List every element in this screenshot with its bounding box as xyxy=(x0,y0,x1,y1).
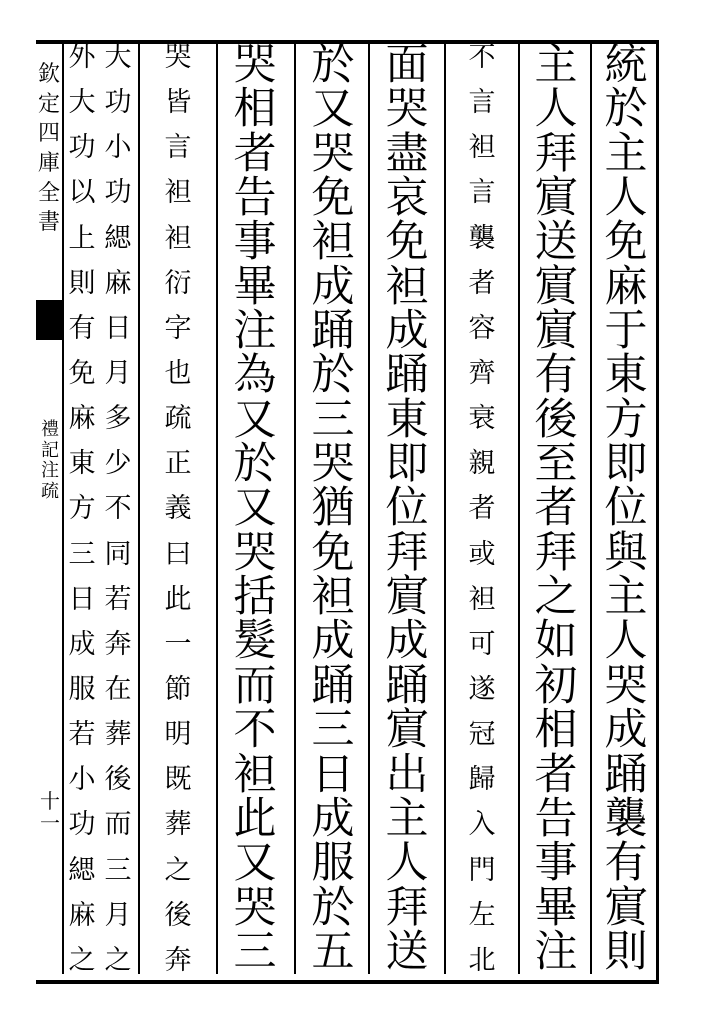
glyph: 成 xyxy=(385,616,429,667)
text-column-7 xyxy=(148,44,208,974)
glyph: 十 xyxy=(40,789,60,813)
page-number xyxy=(38,790,62,834)
glyph: 有 xyxy=(604,838,648,889)
glyph: 也 xyxy=(164,357,192,389)
glyph: 人 xyxy=(534,84,578,135)
glyph: 賔 xyxy=(534,261,578,312)
glyph: 麻 xyxy=(604,261,648,312)
glyph: 衍 xyxy=(164,267,192,299)
glyph: 門 xyxy=(468,854,496,886)
glyph: 之 xyxy=(534,572,578,623)
glyph: 踊 xyxy=(385,350,429,401)
text-column-9 xyxy=(64,44,100,974)
glyph: 字 xyxy=(164,312,192,344)
glyph: 定 xyxy=(37,91,60,117)
column-rule xyxy=(444,44,446,974)
glyph: 麻 xyxy=(68,403,96,435)
glyph: 成 xyxy=(311,793,355,844)
glyph: 此 xyxy=(164,583,192,615)
glyph: 服 xyxy=(311,838,355,889)
glyph: 日 xyxy=(68,583,96,615)
glyph: 上 xyxy=(68,222,96,254)
glyph: 拜 xyxy=(534,527,578,578)
text-column-6 xyxy=(226,40,284,977)
glyph: 一 xyxy=(164,628,192,660)
margin-header-text xyxy=(36,60,62,238)
column-rule xyxy=(216,44,218,974)
glyph: 之 xyxy=(104,944,132,976)
glyph: 拜 xyxy=(534,128,578,179)
glyph: 皆 xyxy=(164,87,192,119)
glyph: 免 xyxy=(385,217,429,268)
glyph: 者 xyxy=(534,483,578,534)
glyph: 哭 xyxy=(311,439,355,490)
glyph: 之 xyxy=(68,944,96,976)
glyph: 者 xyxy=(534,749,578,800)
glyph: 於 xyxy=(311,40,355,90)
glyph: 日 xyxy=(311,749,355,800)
glyph: 疏 xyxy=(41,481,59,503)
glyph: 親 xyxy=(468,448,496,480)
glyph: 曰 xyxy=(164,538,192,570)
glyph: 出 xyxy=(385,749,429,800)
glyph: 北 xyxy=(468,944,496,976)
glyph: 或 xyxy=(468,538,496,570)
glyph: 哭 xyxy=(164,42,192,73)
glyph: 免 xyxy=(311,173,355,224)
glyph: 主 xyxy=(385,793,429,844)
glyph: 後 xyxy=(104,764,132,796)
glyph: 哭 xyxy=(385,84,429,135)
glyph: 至 xyxy=(534,439,578,490)
glyph: 大 xyxy=(68,87,96,119)
glyph: 日 xyxy=(104,312,132,344)
glyph: 畢 xyxy=(534,882,578,933)
glyph: 成 xyxy=(311,261,355,312)
glyph: 方 xyxy=(68,493,96,525)
glyph: 又 xyxy=(233,838,277,889)
glyph: 三 xyxy=(104,854,132,886)
glyph: 袒 xyxy=(311,572,355,623)
glyph: 又 xyxy=(233,483,277,534)
glyph: 言 xyxy=(468,177,496,209)
glyph: 哭 xyxy=(311,128,355,179)
glyph: 賔 xyxy=(534,306,578,357)
text-column-1 xyxy=(600,40,652,977)
text-column-4 xyxy=(378,40,436,977)
glyph: 哭 xyxy=(233,882,277,933)
glyph: 拜 xyxy=(385,882,429,933)
glyph: 記 xyxy=(41,439,59,461)
glyph: 後 xyxy=(164,899,192,931)
glyph: 若 xyxy=(68,719,96,751)
glyph: 襲 xyxy=(604,793,648,844)
glyph: 免 xyxy=(311,527,355,578)
glyph: 功 xyxy=(104,87,132,119)
glyph: 有 xyxy=(68,312,96,344)
glyph: 哭 xyxy=(233,40,277,90)
glyph: 齊 xyxy=(468,357,496,389)
glyph: 袒 xyxy=(468,583,496,615)
glyph: 與 xyxy=(604,527,648,578)
glyph: 一 xyxy=(40,811,60,835)
glyph: 東 xyxy=(68,448,96,480)
glyph: 既 xyxy=(164,764,192,796)
glyph: 則 xyxy=(68,267,96,299)
glyph: 不 xyxy=(233,705,277,756)
glyph: 人 xyxy=(385,838,429,889)
glyph: 送 xyxy=(385,926,429,977)
glyph: 相 xyxy=(534,705,578,756)
glyph: 猶 xyxy=(311,483,355,534)
text-column-3 xyxy=(454,44,510,974)
glyph: 以 xyxy=(68,177,96,209)
glyph: 全 xyxy=(37,180,60,206)
glyph: 即 xyxy=(604,439,648,490)
glyph: 麻 xyxy=(104,267,132,299)
glyph: 三 xyxy=(311,394,355,445)
text-column-8 xyxy=(100,44,136,974)
glyph: 外 xyxy=(68,42,96,73)
glyph: 功 xyxy=(104,177,132,209)
glyph: 大 xyxy=(104,42,132,73)
glyph: 入 xyxy=(468,809,496,841)
glyph: 哭 xyxy=(604,660,648,711)
glyph: 賔 xyxy=(534,173,578,224)
glyph: 衰 xyxy=(468,403,496,435)
glyph: 者 xyxy=(468,493,496,525)
glyph: 奔 xyxy=(104,628,132,660)
glyph: 位 xyxy=(604,483,648,534)
glyph: 而 xyxy=(104,809,132,841)
glyph: 明 xyxy=(164,719,192,751)
glyph: 免 xyxy=(604,217,648,268)
glyph: 三 xyxy=(233,926,277,977)
glyph: 主 xyxy=(604,128,648,179)
glyph: 告 xyxy=(534,793,578,844)
glyph: 可 xyxy=(468,628,496,660)
glyph: 容 xyxy=(468,312,496,344)
glyph: 多 xyxy=(104,403,132,435)
glyph: 則 xyxy=(604,926,648,977)
glyph: 書 xyxy=(37,210,60,236)
text-column-5 xyxy=(304,40,362,977)
glyph: 奔 xyxy=(164,944,192,976)
glyph: 人 xyxy=(604,616,648,667)
glyph: 面 xyxy=(385,40,429,90)
glyph: 人 xyxy=(604,173,648,224)
glyph: 緦 xyxy=(104,222,132,254)
glyph: 後 xyxy=(534,394,578,445)
glyph: 成 xyxy=(311,616,355,667)
glyph: 禮 xyxy=(41,419,59,440)
glyph: 遂 xyxy=(468,673,496,705)
glyph: 小 xyxy=(68,764,96,796)
glyph: 成 xyxy=(604,705,648,756)
glyph: 三 xyxy=(68,538,96,570)
glyph: 於 xyxy=(311,350,355,401)
glyph: 主 xyxy=(534,40,578,90)
glyph: 于 xyxy=(604,306,648,357)
glyph: 畢 xyxy=(233,261,277,312)
glyph: 位 xyxy=(385,483,429,534)
glyph: 節 xyxy=(164,673,192,705)
glyph: 送 xyxy=(534,217,578,268)
glyph: 五 xyxy=(311,926,355,977)
glyph: 疏 xyxy=(164,403,192,435)
glyph: 於 xyxy=(311,882,355,933)
glyph: 小 xyxy=(104,132,132,164)
glyph: 不 xyxy=(104,493,132,525)
glyph: 襲 xyxy=(468,222,496,254)
glyph: 者 xyxy=(233,128,277,179)
glyph: 注 xyxy=(41,460,59,482)
glyph: 袒 xyxy=(164,222,192,254)
glyph: 於 xyxy=(233,439,277,490)
glyph: 統 xyxy=(604,40,648,90)
glyph: 東 xyxy=(604,350,648,401)
glyph: 哀 xyxy=(385,173,429,224)
glyph: 事 xyxy=(233,217,277,268)
glyph: 有 xyxy=(534,350,578,401)
glyph: 事 xyxy=(534,838,578,889)
glyph: 括 xyxy=(233,572,277,623)
glyph: 服 xyxy=(68,673,96,705)
glyph: 四 xyxy=(37,121,60,147)
glyph: 哭 xyxy=(233,527,277,578)
glyph: 賔 xyxy=(385,572,429,623)
glyph: 葬 xyxy=(104,719,132,751)
glyph: 月 xyxy=(104,899,132,931)
glyph: 庫 xyxy=(37,151,60,177)
glyph: 賔 xyxy=(604,882,648,933)
column-rule xyxy=(590,44,592,974)
glyph: 此 xyxy=(233,793,277,844)
glyph: 麻 xyxy=(68,899,96,931)
glyph: 同 xyxy=(104,538,132,570)
glyph: 成 xyxy=(68,628,96,660)
glyph: 踊 xyxy=(311,306,355,357)
glyph: 袒 xyxy=(233,749,277,800)
glyph: 冠 xyxy=(468,719,496,751)
glyph: 方 xyxy=(604,394,648,445)
glyph: 又 xyxy=(311,84,355,135)
glyph: 告 xyxy=(233,173,277,224)
glyph: 盡 xyxy=(385,128,429,179)
glyph: 三 xyxy=(311,705,355,756)
column-rule xyxy=(368,44,370,974)
glyph: 踊 xyxy=(385,660,429,711)
glyph: 之 xyxy=(164,854,192,886)
glyph: 賔 xyxy=(385,705,429,756)
glyph: 踊 xyxy=(604,749,648,800)
text-column-2 xyxy=(528,40,584,977)
glyph: 為 xyxy=(233,350,277,401)
glyph: 袒 xyxy=(468,132,496,164)
glyph: 注 xyxy=(534,926,578,977)
glyph: 欽 xyxy=(37,62,60,87)
glyph: 袒 xyxy=(311,217,355,268)
glyph: 功 xyxy=(68,132,96,164)
glyph: 注 xyxy=(233,306,277,357)
glyph: 言 xyxy=(468,87,496,119)
glyph: 即 xyxy=(385,439,429,490)
glyph: 東 xyxy=(385,394,429,445)
glyph: 正 xyxy=(164,448,192,480)
glyph: 義 xyxy=(164,493,192,525)
glyph: 不 xyxy=(468,42,496,73)
glyph: 緦 xyxy=(68,854,96,886)
glyph: 左 xyxy=(468,899,496,931)
glyph: 踊 xyxy=(311,660,355,711)
glyph: 於 xyxy=(604,84,648,135)
glyph: 髮 xyxy=(233,616,277,667)
glyph: 少 xyxy=(104,448,132,480)
glyph: 主 xyxy=(604,572,648,623)
glyph: 免 xyxy=(68,357,96,389)
glyph: 又 xyxy=(233,394,277,445)
book-title xyxy=(38,420,62,503)
column-rule xyxy=(138,44,140,974)
glyph: 相 xyxy=(233,84,277,135)
glyph: 成 xyxy=(385,306,429,357)
glyph: 如 xyxy=(534,616,578,667)
glyph: 月 xyxy=(104,357,132,389)
glyph: 在 xyxy=(104,673,132,705)
fishtail-mark xyxy=(36,300,62,340)
column-rule xyxy=(518,44,520,974)
glyph: 功 xyxy=(68,809,96,841)
glyph: 初 xyxy=(534,660,578,711)
glyph: 若 xyxy=(104,583,132,615)
glyph: 者 xyxy=(468,267,496,299)
glyph: 葬 xyxy=(164,809,192,841)
glyph: 袒 xyxy=(164,177,192,209)
glyph: 而 xyxy=(233,660,277,711)
glyph: 言 xyxy=(164,132,192,164)
glyph: 袒 xyxy=(385,261,429,312)
glyph: 歸 xyxy=(468,764,496,796)
glyph: 拜 xyxy=(385,527,429,578)
column-rule xyxy=(294,44,296,974)
